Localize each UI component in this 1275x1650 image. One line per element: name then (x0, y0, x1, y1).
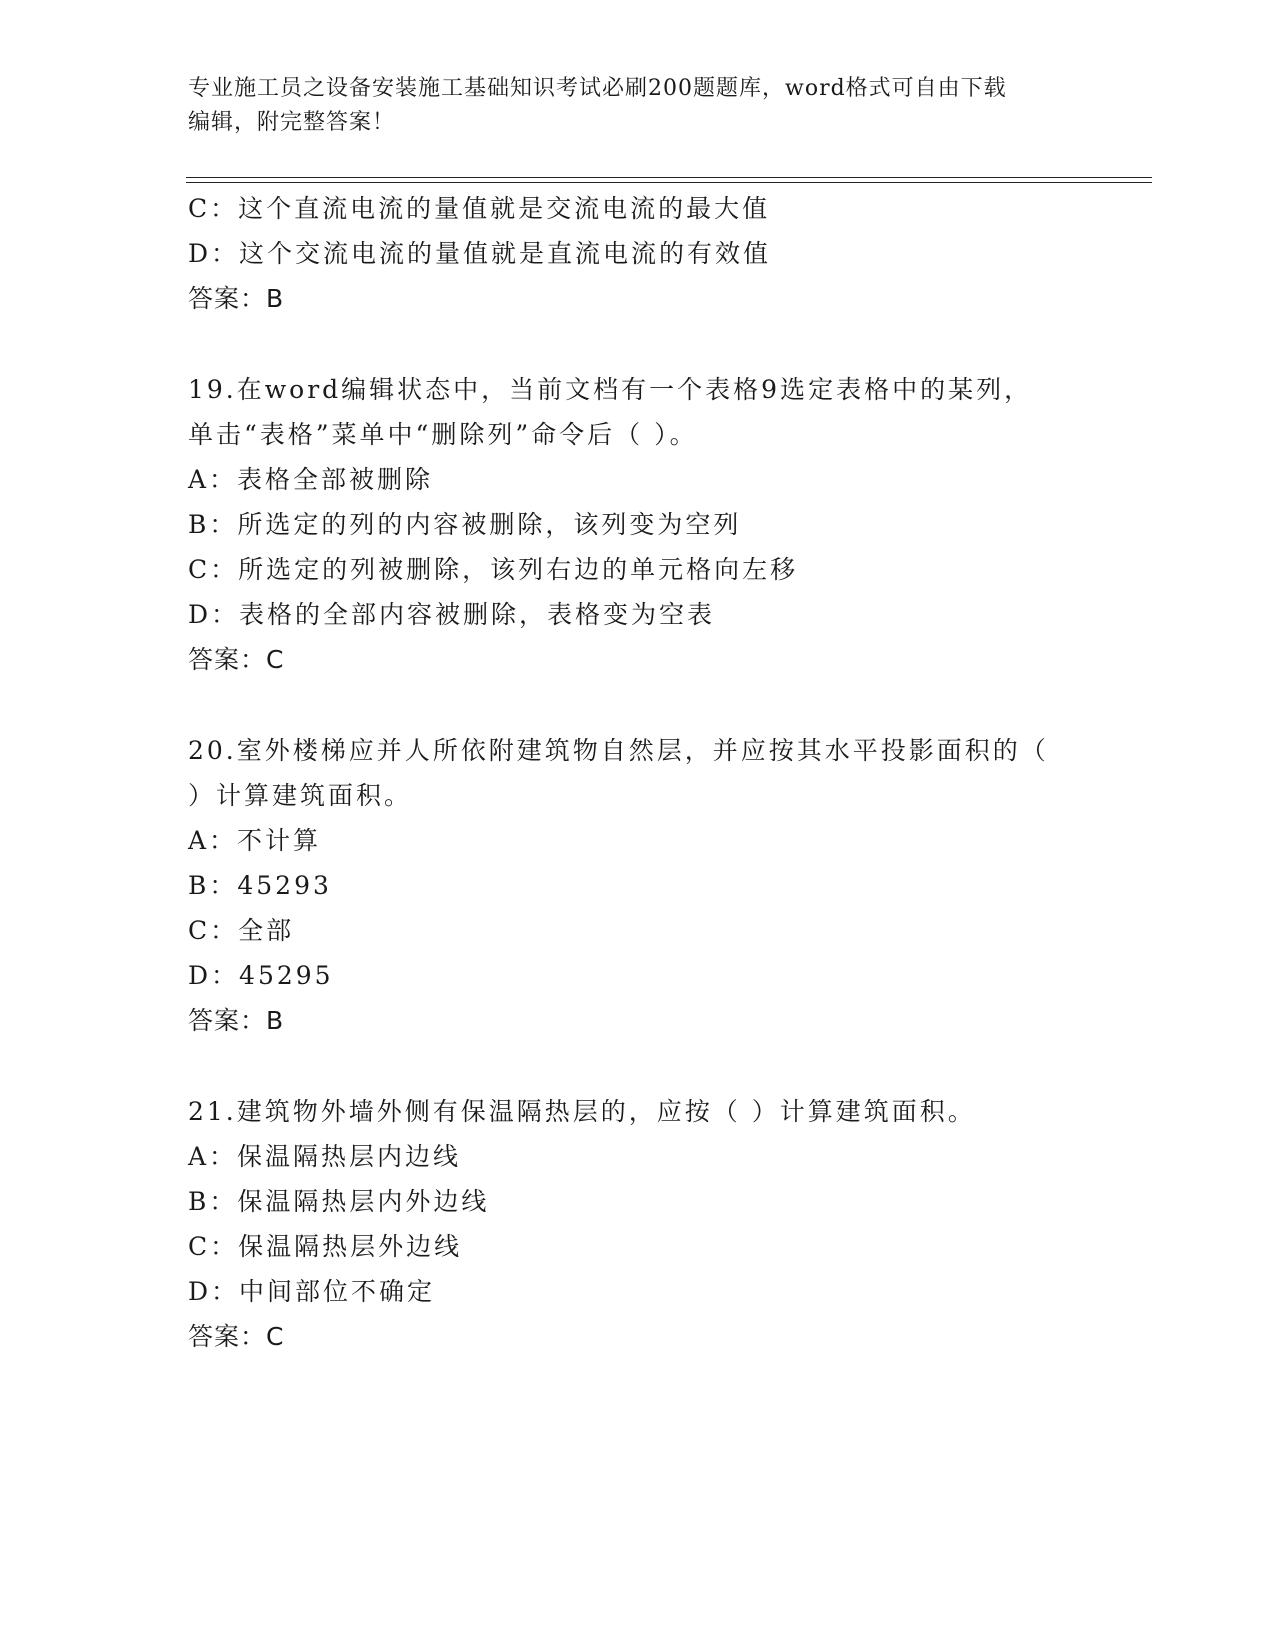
q21-option-d: D：中间部位不确定 (188, 1277, 436, 1306)
q21-option-a: A：保温隔热层内边线 (188, 1142, 462, 1171)
q20-stem-line-1: 20.室外楼梯应并人所依附建筑物自然层，并应按其水平投影面积的（ (188, 736, 1049, 765)
q20-option-b: B：45293 (188, 871, 332, 900)
q20-option-c: C：全部 (188, 916, 295, 945)
q20-answer: 答案：B (188, 1006, 285, 1035)
q19-option-b: B：所选定的列的内容被删除，该列变为空列 (188, 510, 742, 539)
q19-stem-line-2: 单击“表格”菜单中“删除列”命令后（ ）。 (188, 420, 698, 449)
q18-option-d: D：这个交流电流的量值就是直流电流的有效值 (188, 239, 772, 268)
header-divider-bottom (186, 182, 1152, 183)
q18-option-c: C：这个直流电流的量值就是交流电流的最大值 (188, 194, 771, 223)
q20-option-a: A：不计算 (188, 826, 322, 855)
q19-answer: 答案：C (188, 645, 285, 674)
q19-option-d: D：表格的全部内容被删除，表格变为空表 (188, 600, 716, 629)
q18-answer: 答案：B (188, 284, 285, 313)
q21-answer: 答案：C (188, 1322, 285, 1351)
q21-option-c: C：保温隔热层外边线 (188, 1232, 463, 1261)
q21-stem-line-1: 21.建筑物外墙外侧有保温隔热层的，应按（ ）计算建筑面积。 (188, 1097, 976, 1126)
q19-option-c: C：所选定的列被删除，该列右边的单元格向左移 (188, 555, 799, 584)
q21-option-b: B：保温隔热层内外边线 (188, 1187, 490, 1216)
q19-option-a: A：表格全部被删除 (188, 465, 434, 494)
header-divider-top (186, 177, 1152, 178)
q19-stem-line-1: 19.在word编辑状态中，当前文档有一个表格9选定表格中的某列， (188, 375, 1033, 404)
header-title-line-2: 编辑，附完整答案！ (188, 110, 396, 135)
q20-stem-line-2: ）计算建筑面积。 (188, 781, 413, 810)
document-header (188, 72, 1088, 140)
header-title-line-1: 专业施工员之设备安装施工基础知识考试必刷200题题库，word格式可自由下载 (188, 76, 1007, 101)
q20-option-d: D：45295 (188, 961, 334, 990)
